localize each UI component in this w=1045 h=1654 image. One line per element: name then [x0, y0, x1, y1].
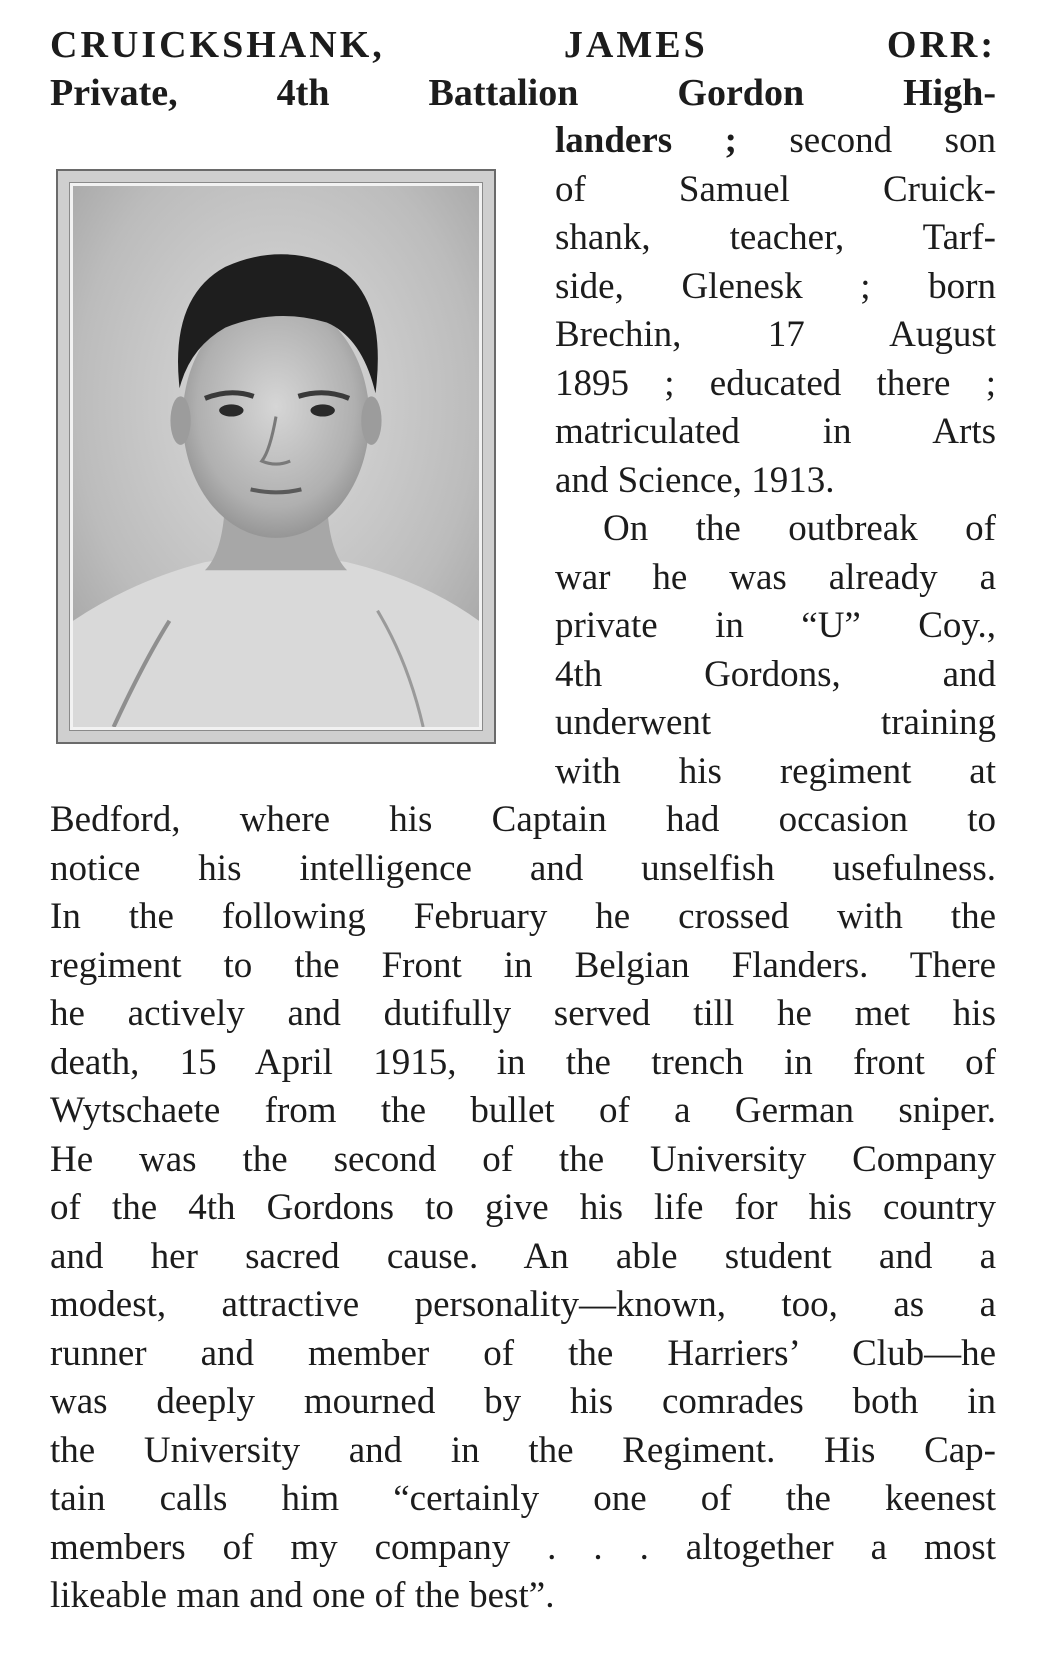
- text-line-full-13: was deeply mourned by his comrades both in: [50, 1381, 996, 1422]
- text-line-full-5: he actively and dutifully served till he met his: [50, 993, 996, 1034]
- entry-rank-line: Private, 4th Battalion Gordon High-: [50, 72, 996, 114]
- text-line-right-13: underwent training: [555, 702, 996, 743]
- text-line-right-2: of Samuel Cruick-: [555, 169, 996, 210]
- text-line-full-2: notice his intelligence and unselfish usefulness.: [50, 848, 996, 889]
- text-line-right-3: shank, teacher, Tarf-: [555, 217, 996, 258]
- text-line-right-5: Brechin, 17 August: [555, 314, 996, 355]
- text-line-full-16: members of my company . . . altogether a most: [50, 1527, 996, 1568]
- text-line-right-12: 4th Gordons, and: [555, 654, 996, 695]
- text-line-right-7: matriculated in Arts: [555, 411, 996, 452]
- portrait-photo-icon: [70, 183, 482, 730]
- text-line-right-1-rest: second son: [789, 120, 996, 161]
- text-line-right-10: war he was already a: [555, 557, 996, 598]
- text-line-right-14: with his regiment at: [555, 751, 996, 792]
- text-line-right-6: 1895 ; educated there ;: [555, 363, 996, 404]
- text-line-right-1: [555, 117, 996, 165]
- text-line-full-1: Bedford, where his Captain had occasion to: [50, 799, 996, 840]
- text-line-full-3: In the following February he crossed with the: [50, 896, 996, 937]
- text-line-right-11: private in “U” Coy.,: [555, 605, 996, 646]
- text-line-full-12: runner and member of the Harriers’ Club—he: [50, 1333, 996, 1374]
- text-line-full-11: modest, attractive personality—known, too, as a: [50, 1284, 996, 1325]
- text-line-full-4: regiment to the Front in Belgian Flanders. There: [50, 945, 996, 986]
- text-line-right-4: side, Glenesk ; born: [555, 266, 996, 307]
- text-line-full-6: death, 15 April 1915, in the trench in front of: [50, 1042, 996, 1083]
- rank-line-continuation: landers ;: [555, 120, 737, 161]
- text-line-full-14: the University and in the Regiment. His Cap-: [50, 1430, 996, 1471]
- text-line-full-17: likeable man and one of the best”.: [50, 1575, 555, 1616]
- text-line-full-10: and her sacred cause. An able student and a: [50, 1236, 996, 1277]
- portrait-figure-icon: [73, 186, 479, 727]
- text-line-full-8: He was the second of the University Company: [50, 1139, 996, 1180]
- text-line-full-7: Wytschaete from the bullet of a German sniper.: [50, 1090, 996, 1131]
- text-line-full-9: of the 4th Gordons to give his life for his country: [50, 1187, 996, 1228]
- portrait-photo: [56, 169, 496, 744]
- text-line-full-15: tain calls him “certainly one of the keenest: [50, 1478, 996, 1519]
- text-line-right-9: On the outbreak of: [603, 508, 996, 549]
- text-line-right-8: and Science, 1913.: [555, 460, 835, 501]
- entry-name-heading: CRUICKSHANK, JAMES ORR:: [50, 24, 996, 66]
